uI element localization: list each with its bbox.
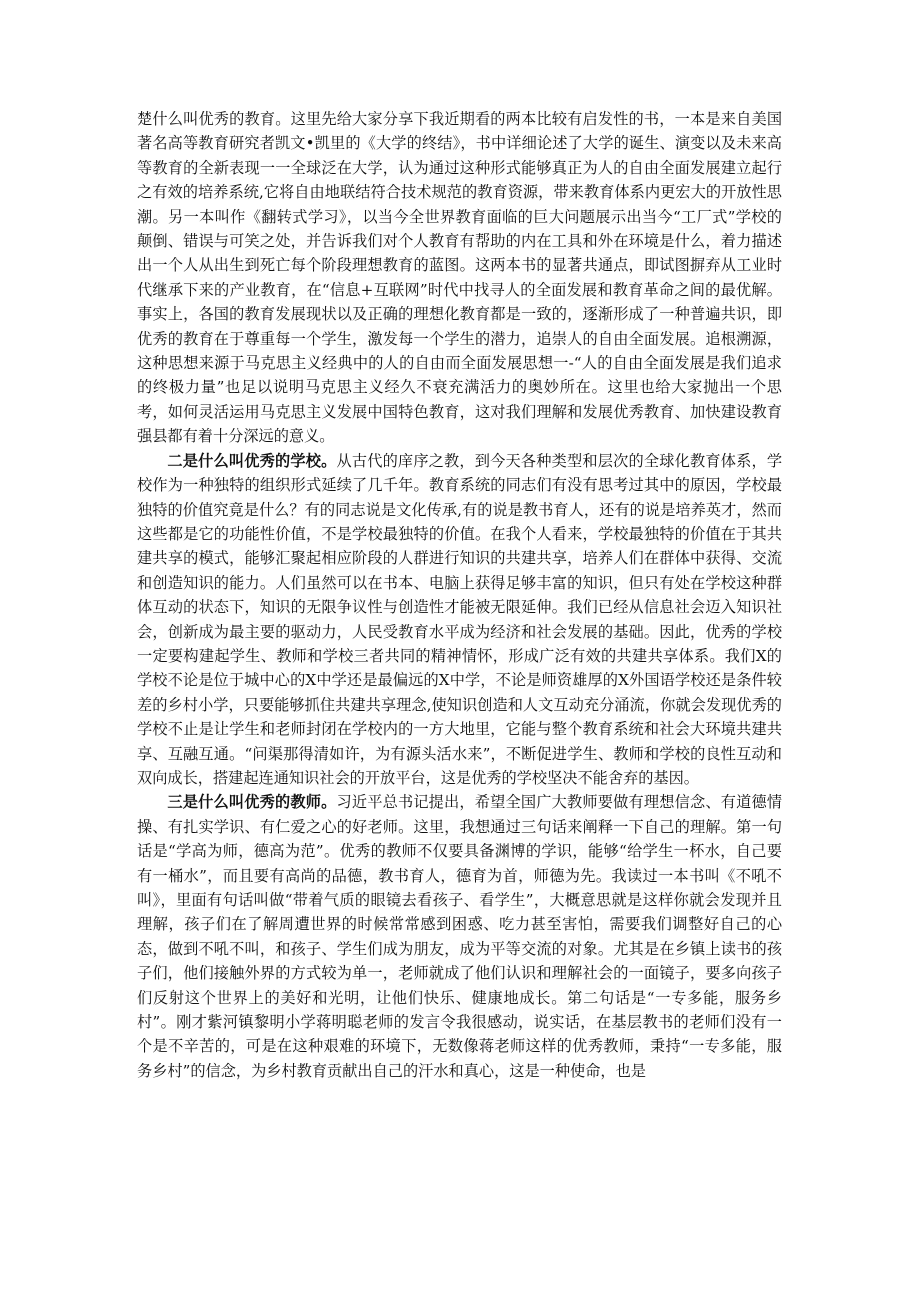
paragraph-text: 从古代的庠序之教，到今天各种类型和层次的全球化教育体系，学校作为一种独特的组织形式延续了几千年。教育系统的同志们有没有思考过其中的原因，学校最独特的价值究竟是什么？有的同志说是文化传承,有的说是教书育人，还有的说是培养英才，然而这些都是它的功能性价值，不是学校最独特的价值。在我个人看来，学校最独特的价值在于其共建共享的模式，能够汇聚起相应阶段的人群进行知识的共建共享，培养人们在群体中获得、交流和创造知识的能力。人们虽然可以在书本、电脑上获得足够丰富的知识，但只有处在学校这种群体互动的状态下，知识的无限争议性与创造性才能被无限延伸。我们已经从信息社会迈入知识社会，创新成为最主要的驱动力，人民受教育水平成为经济和社会发展的基础。因此，优秀的学校一定要构建起学生、教师和学校三者共同的精神情怀，形成广泛有效的共建共享体系。我们X的学校不论是位于城中心的X中学还是最偏远的X中学，不论是师资雄厚的X外国语学校还是条件较差的乡村小学，只要能够抓住共建共享理念,使知识创造和人文互动充分涌流，你就会发现优秀的学校不止是让学生和老师封闭在学校内的一方大地里，它能与整个教育系统和社会大环境共建共享、互融互通。“问渠那得清如许，为有源头活水来”，不断促进学生、教师和学校的良性互动和双向成长，搭建起连通知识社会的开放平台，这是优秀的学校坚决不能舍弃的基因。 xyxy=(137,451,783,787)
paragraph-education xyxy=(137,107,782,449)
paragraph-lead-heading: 二是什么叫优秀的学校。 xyxy=(167,451,337,470)
paragraph-lead-heading: 三是什么叫优秀的教师。 xyxy=(167,793,337,812)
paragraph-teacher xyxy=(137,790,782,1083)
document-page xyxy=(137,107,782,1083)
paragraph-school xyxy=(137,449,782,791)
paragraph-text: 楚什么叫优秀的教育。这里先给大家分享下我近期看的两本比较有启发性的书，一本是来自美国著名高等教育研究者凯文•凯里的《大学的终结》，书中详细论述了大学的诞生、演变以及未来高等教育的全新表现一一全球泛在大学，认为通过这种形式能够真正为人的自由全面发展建立起行之有效的培养系统,它将自由地联结符合技术规范的教育资源，带来教育体系内更宏大的开放性思潮。另一本叫作《翻转式学习》，以当今全世界教育面临的巨大问题展示出当今“工厂式”学校的颠倒、错误与可笑之处，并告诉我们对个人教育有帮助的内在工具和外在环境是什么，着力描述出一个人从出生到死亡每个阶段理想教育的蓝图。这两本书的显著共通点，即试图摒弃从工业时代继承下来的产业教育，在“信息+互联网”时代中找寻人的全面发展和教育革命之间的最优解。事实上，各国的教育发展现状以及正确的理想化教育都是一致的，逐渐形成了一种普遍共识，即优秀的教育在于尊重每一个学生，激发每一个学生的潜力，追崇人的自由全面发展。追根溯源，这种思想来源于马克思主义经典中的人的自由而全面发展思想一-“人的自由全面发展是我们追求的终极力量”也足以说明马克思主义经久不衰充满活力的奥妙所在。这里也给大家抛出一个思考，如何灵活运用马克思主义发展中国特色教育，这对我们理解和发展优秀教育、加快建设教育强县都有着十分深远的意义。 xyxy=(137,110,782,446)
paragraph-text: 习近平总书记提出，希望全国广大教师要做有理想信念、有道德情操、有扎实学识、有仁爱之心的好老师。这里，我想通过三句话来阐释一下自己的理解。第一句话是“学高为师，德高为范”。优秀的教师不仅要具备渊博的学识，能够“给学生一杯水，自己要有一桶水”，而且要有高尚的品德，教书育人，德育为首，师德为先。我读过一本书叫《不吼不叫》，里面有句话叫做“带着气质的眼镜去看孩子、看学生”，大概意思就是这样你就会发现并且理解，孩子们在了解周遭世界的时候常常感到困惑、吃力甚至害怕，需要我们调整好自己的心态，做到不吼不叫，和孩子、学生们成为朋友，成为平等交流的对象。尤其是在乡镇上读书的孩子们，他们接触外界的方式较为单一，老师就成了他们认识和理解社会的一面镜子，要多向孩子们反射这个世界上的美好和光明，让他们快乐、健康地成长。第二句话是“一专多能，服务乡村”。刚才紫河镇黎明小学蒋明聪老师的发言令我很感动，说实话，在基层教书的老师们没有一个是不辛苦的，可是在这种艰难的环境下，无数像蒋老师这样的优秀教师，秉持“一专多能，服务乡村”的信念，为乡村教育贡献出自己的汗水和真心，这是一种使命，也是 xyxy=(137,793,783,1080)
